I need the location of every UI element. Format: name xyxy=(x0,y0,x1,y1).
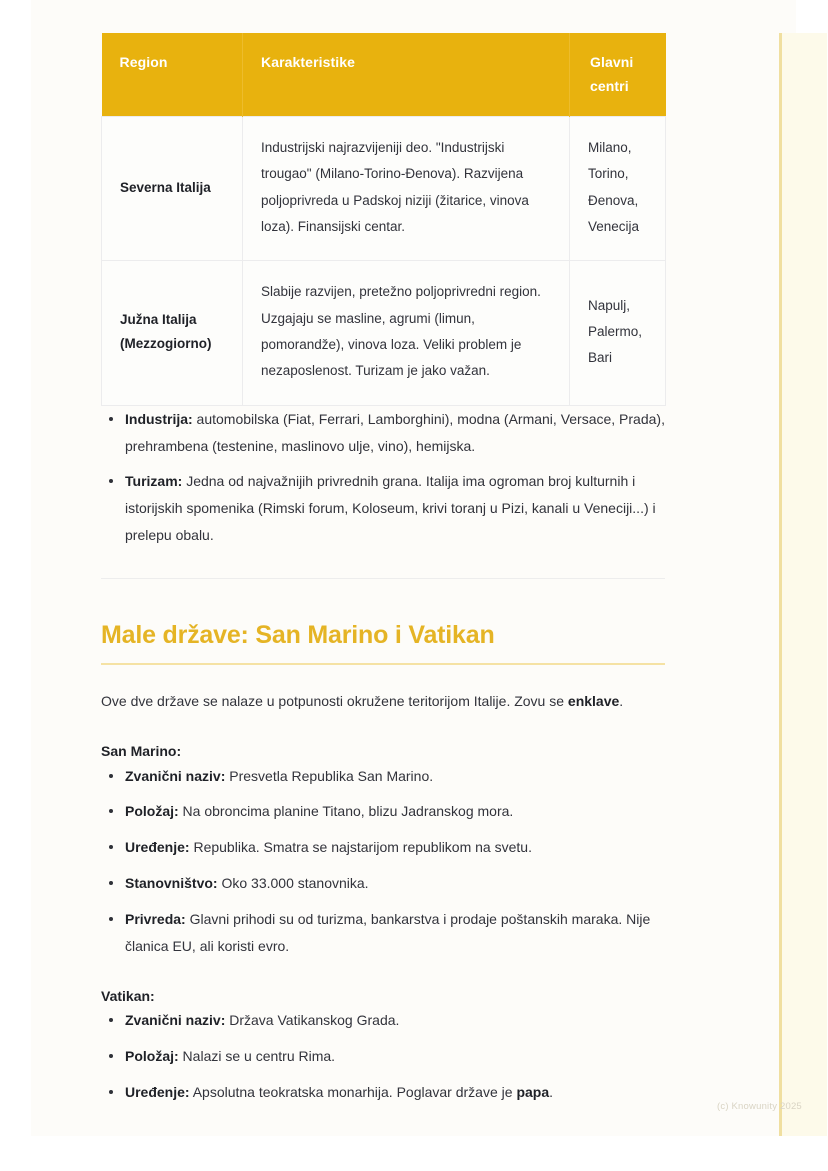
cell-characteristics: Industrijski najrazvijeniji deo. "Industrijski trougao" (Milano-Torino-Đenova). Razvijena poljoprivreda u Padskoj niziji (žitarice, vinova loza). Finansijski centar. xyxy=(243,117,570,261)
column-header-glavni-centri: Glavni centri xyxy=(570,33,666,117)
list-item xyxy=(125,834,665,861)
list-item-text: Država Vatikanskog Grada. xyxy=(225,1012,400,1029)
list-item xyxy=(125,468,665,549)
watermark: (c) Knowunity 2025 xyxy=(717,1101,802,1112)
list-item-text: Apsolutna teokratska monarhija. Poglavar države je xyxy=(189,1083,517,1100)
table-row xyxy=(102,261,666,405)
page-card xyxy=(31,0,802,1136)
list-item xyxy=(125,763,665,790)
list-item xyxy=(125,798,665,825)
list-item-text: Oko 33.000 stanovnika. xyxy=(217,875,369,892)
regions-table xyxy=(101,33,666,406)
intro-keyword-enklave: enklave xyxy=(567,693,620,710)
cell-main-centers: Napulj, Palermo, Bari xyxy=(570,261,666,405)
list-item-text: Na obroncima planine Titano, blizu Jadranskog mora. xyxy=(178,803,514,820)
list-item xyxy=(125,1007,665,1034)
san-marino-list xyxy=(101,763,665,960)
list-item-text: automobilska (Fiat, Ferrari, Lamborghini), modna (Armani, Versace, Prada), prehrambena (testenine, maslinovo ulje, vino), hemijska. xyxy=(125,410,665,454)
vatikan-list xyxy=(101,1007,665,1106)
list-item-text: Glavni prihodi su od turizma, bankarstva i prodaje poštanskih maraka. Nije članica EU, ali koristi evro. xyxy=(125,911,651,954)
table-header-row xyxy=(102,33,666,117)
intro-text-before: Ove dve države se nalaze u potpunosti okružene teritorijom Italije. Zovu se xyxy=(101,693,568,710)
subheading-san-marino: San Marino: xyxy=(101,743,182,760)
list-item-label: Stanovništvo: xyxy=(125,875,218,892)
section-divider xyxy=(101,578,665,579)
list-item xyxy=(125,906,665,960)
list-item-label: Položaj: xyxy=(125,1048,179,1065)
table-row xyxy=(102,117,666,261)
list-item-label: Položaj: xyxy=(125,803,179,820)
table-body xyxy=(102,117,666,406)
column-header-region: Region xyxy=(102,33,243,117)
intro-text-after: . xyxy=(619,693,624,710)
list-item-text: Jedna od najvažnijih privrednih grana. Italija ima ogroman broj kulturnih i istorijskih spomenika (Rimski forum, Koloseum, krivi toranj u Pizi, kanali u Veneciji...) i prelepu obalu. xyxy=(125,473,656,544)
list-item-label: Uređenje: xyxy=(125,1083,190,1100)
list-item-bold-tail: papa xyxy=(516,1083,550,1100)
right-accent-band xyxy=(779,33,827,1136)
list-item-text-after: . xyxy=(549,1083,554,1100)
list-item-label: Privreda: xyxy=(125,911,186,928)
cell-region-name: Severna Italija xyxy=(102,117,243,261)
list-item-text: Presvetla Republika San Marino. xyxy=(225,767,434,784)
table-header xyxy=(102,33,666,117)
subheading-vatikan: Vatikan: xyxy=(101,987,155,1004)
list-item-label: Industrija: xyxy=(125,410,193,427)
economy-list xyxy=(101,406,665,549)
list-item-text: Republika. Smatra se najstarijom republikom na svetu. xyxy=(189,839,532,856)
cell-characteristics: Slabije razvijen, pretežno poljoprivredni region. Uzgajaju se masline, agrumi (limun, pomorandže), vinova loza. Veliki problem je nezaposlenost. Turizam je jako važan. xyxy=(243,261,570,405)
document-content xyxy=(101,33,665,1106)
list-item xyxy=(125,870,665,897)
list-item xyxy=(125,1079,665,1106)
list-item xyxy=(125,406,665,460)
list-item-label: Turizam: xyxy=(125,473,183,490)
list-item-label: Zvanični naziv: xyxy=(125,767,226,784)
list-item-label: Zvanični naziv: xyxy=(125,1012,226,1029)
column-header-karakteristike: Karakteristike xyxy=(243,33,570,117)
section-intro-paragraph xyxy=(101,688,665,715)
page-title: Male države: San Marino i Vatikan xyxy=(101,620,665,665)
list-item-text: Nalazi se u centru Rima. xyxy=(178,1048,336,1065)
cell-region-name: Južna Italija (Mezzogiorno) xyxy=(102,261,243,405)
list-item-label: Uređenje: xyxy=(125,839,190,856)
cell-main-centers: Milano, Torino, Đenova, Venecija xyxy=(570,117,666,261)
list-item xyxy=(125,1043,665,1070)
